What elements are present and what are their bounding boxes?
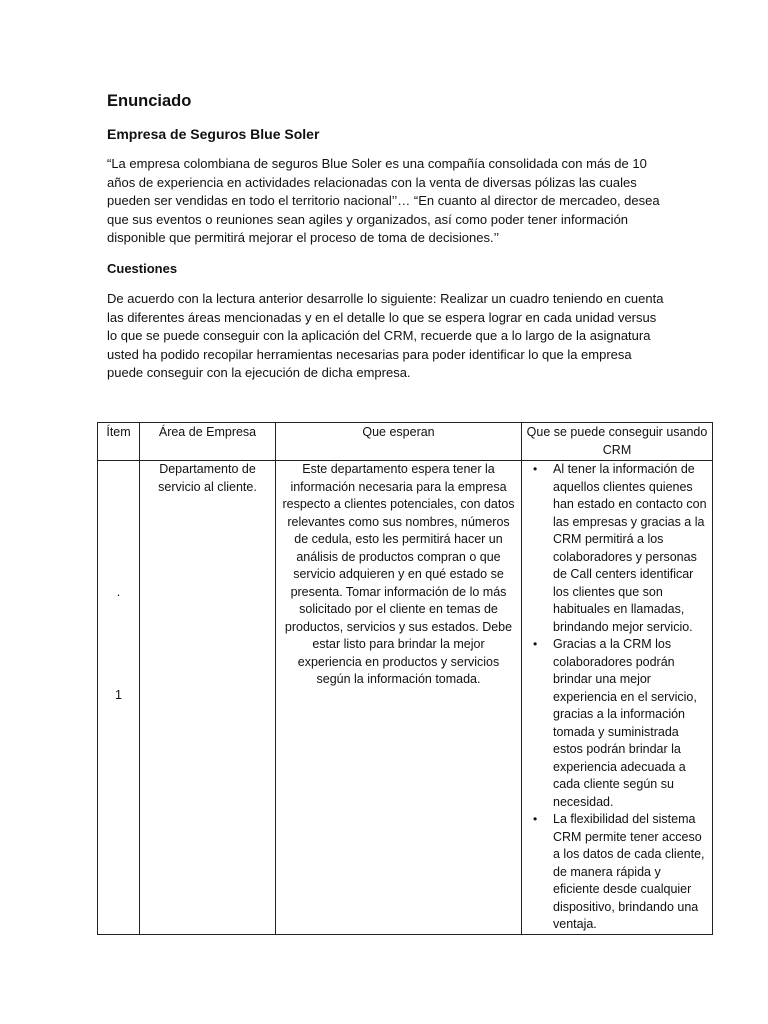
area-cell: Departamento de servicio al cliente. bbox=[140, 461, 276, 935]
header-crm: Que se puede conseguir usando CRM bbox=[522, 423, 713, 461]
document-subtitle: Empresa de Seguros Blue Soler bbox=[107, 126, 320, 142]
expect-cell: Este departamento espera tener la información necesaria para la empresa respecto a clientes potenciales, con datos relevantes como sus nombres, números de cedula, esto les permitirá hacer un análisis de productos compran o que servicio adquieren y en qué estado se presenta. Tomar información de lo más solicitado por el cliente en temas de productos, servicios y sus estados. Debe estar listo para brindar la mejor experiencia en productos y servicios según la información tomada. bbox=[276, 461, 522, 935]
header-item: Ítem bbox=[98, 423, 140, 461]
crm-point-text: La flexibilidad del sistema CRM permite tener acceso a los datos de cada cliente, de manera rápida y eficiente desde cualquier dispositivo, brindando una ventaja. bbox=[553, 812, 705, 931]
bullet-icon: • bbox=[533, 637, 538, 651]
instructions-paragraph: De acuerdo con la lectura anterior desarrolle lo siguiente: Realizar un cuadro teniendo en cuenta las diferentes áreas mencionadas y en el detalle lo que se espera lograr en cada unidad versus lo que se puede conseguir con la aplicación del CRM, recuerde que a lo largo de la asignatura usted ha podido recopilar herramientas necesarias para poder identificar lo que la empresa puede conseguir con la ejecución de dicha empresa. bbox=[107, 291, 664, 381]
item-dot: . bbox=[116, 585, 121, 599]
section-title: Cuestiones bbox=[107, 261, 178, 276]
list-item bbox=[525, 461, 709, 636]
header-area: Área de Empresa bbox=[140, 423, 276, 461]
quote-paragraph: “La empresa colombiana de seguros Blue Soler es una compañía consolidada con más de 10 años de experiencia en actividades relacionadas con la venta de diversas pólizas las cuales pueden ser vendidas en todo el territorio nacional’’… “En cuanto al director de mercadeo, desea que sus eventos o reuniones sean agiles y organizados, así como poder tener información disponible que permitirá mejorar el proceso de toma de decisiones.’’ bbox=[107, 156, 660, 246]
crm-point-text: Gracias a la CRM los colaboradores podrán brindar una mejor experiencia en el servicio, gracias a la información tomada y suministrada estos podrán brindar la experiencia adecuada a cada cliente según su necesidad. bbox=[553, 637, 697, 809]
crm-table bbox=[97, 422, 713, 935]
crm-point-text: Al tener la información de aquellos clientes quienes han estado en contacto con las empresas y gracias a la CRM permitirá a los colaboradores y personas de Call centers identificar los clientes que son habituales en llamadas, brindando mejor servicio. bbox=[553, 462, 707, 634]
item-cell bbox=[98, 461, 140, 935]
bullet-icon: • bbox=[533, 812, 538, 826]
crm-cell bbox=[522, 461, 713, 935]
list-item bbox=[525, 811, 709, 934]
document-title: Enunciado bbox=[107, 92, 192, 110]
header-expect: Que esperan bbox=[276, 423, 522, 461]
item-number: 1 bbox=[115, 688, 122, 702]
crm-bullet-list bbox=[525, 461, 709, 934]
table-row bbox=[98, 461, 713, 935]
bullet-icon: • bbox=[533, 462, 538, 476]
list-item bbox=[525, 636, 709, 811]
table-header-row bbox=[98, 423, 713, 461]
